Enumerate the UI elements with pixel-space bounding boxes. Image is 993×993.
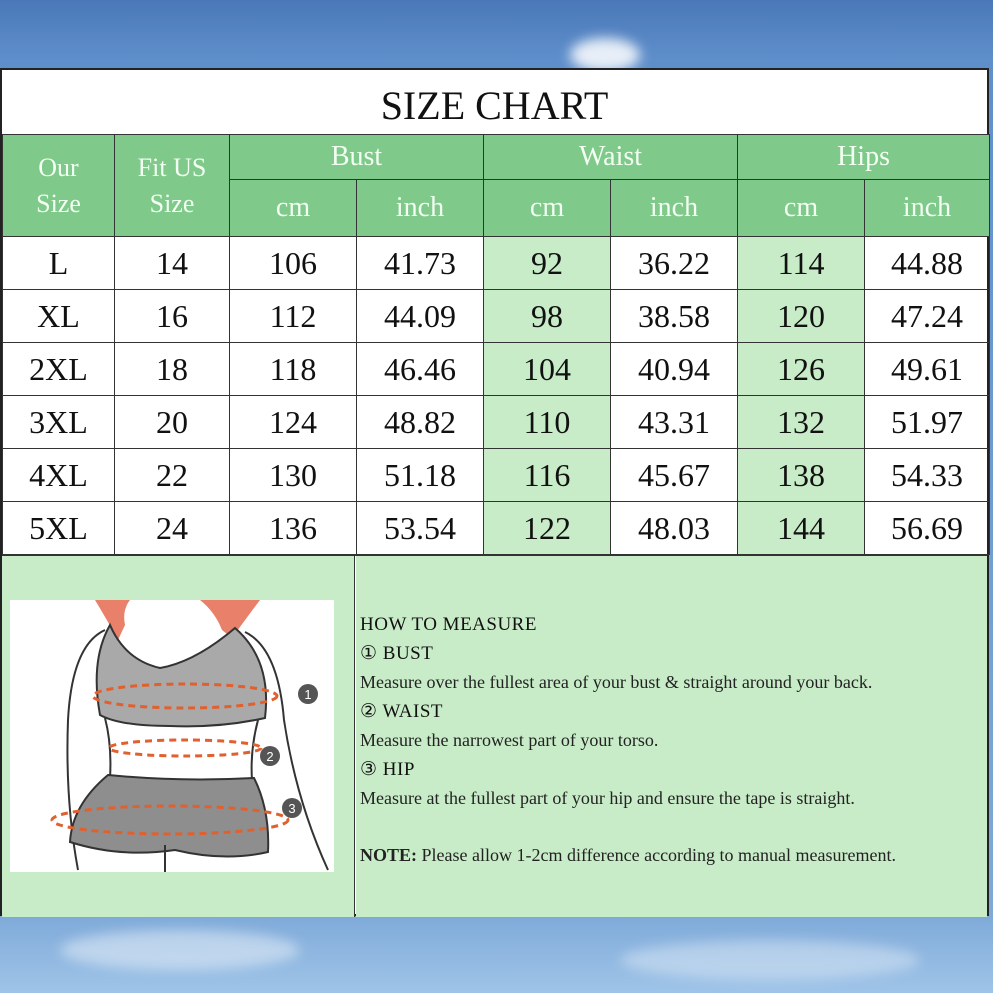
cell-waist-cm: 116 [484,449,611,502]
cell-bust-cm: 118 [230,343,357,396]
header-unit-bust-inch: inch [357,180,484,237]
cell-waist-cm: 98 [484,290,611,343]
waist-measure-line [109,740,261,756]
header-our-size-line2: Size [36,188,81,218]
table-row [3,290,990,343]
header-unit-hips-inch: inch [865,180,990,237]
header-row-groups [3,135,990,180]
cell-waist-inch: 43.31 [611,396,738,449]
cell-waist-inch: 40.94 [611,343,738,396]
marker-1 [298,684,318,704]
header-unit-bust-cm: cm [230,180,357,237]
note-line [360,841,980,870]
bust-instruction: Measure over the fullest area of your bust & straight around your back. [360,672,873,692]
cell-bust-inch: 53.54 [357,502,484,555]
sky-cloud [620,940,920,980]
note-label: NOTE: [360,845,418,865]
hip-label: ③ HIP [360,759,415,780]
cell-our-size: 4XL [3,449,115,502]
cell-our-size: XL [3,290,115,343]
cell-waist-inch: 45.67 [611,449,738,502]
cell-hips-cm: 144 [738,502,865,555]
header-fit-us-line2: Size [149,188,195,218]
marker-2 [260,746,280,766]
cell-us-size: 18 [115,343,230,396]
how-to-measure-heading: HOW TO MEASURE [360,614,537,635]
size-table [2,134,990,555]
cell-waist-cm: 122 [484,502,611,555]
header-waist: Waist [484,135,738,180]
waist-instruction: Measure the narrowest part of your torso. [360,730,659,750]
cell-us-size: 24 [115,502,230,555]
cell-hips-inch: 51.97 [865,396,990,449]
cell-bust-inch: 46.46 [357,343,484,396]
sky-cloud [60,930,300,970]
cell-waist-cm: 110 [484,396,611,449]
cell-bust-cm: 124 [230,396,357,449]
cell-hips-cm: 120 [738,290,865,343]
cell-hips-cm: 114 [738,237,865,290]
header-unit-waist-inch: inch [611,180,738,237]
cell-hips-inch: 54.33 [865,449,990,502]
header-unit-waist-cm: cm [484,180,611,237]
waist-label: ② WAIST [360,701,443,722]
marker-1-label: 1 [304,687,312,702]
cell-our-size: 2XL [3,343,115,396]
header-bust: Bust [230,135,484,180]
sky-cloud [570,38,640,72]
table-row [3,343,990,396]
cell-bust-cm: 106 [230,237,357,290]
cell-waist-cm: 92 [484,237,611,290]
cell-waist-inch: 36.22 [611,237,738,290]
marker-2-label: 2 [266,749,274,764]
header-our-size [3,135,115,237]
table-row [3,396,990,449]
figure-panel [2,556,355,917]
header-fit-us-line1: Fit US [137,152,207,182]
table-row [3,449,990,502]
cell-bust-cm: 112 [230,290,357,343]
shorts-shape [70,775,268,857]
cell-bust-inch: 41.73 [357,237,484,290]
sports-bra-shape [97,625,266,726]
cell-hips-cm: 126 [738,343,865,396]
table-row [3,502,990,555]
cell-bust-cm: 130 [230,449,357,502]
cell-bust-inch: 44.09 [357,290,484,343]
bust-label: ① BUST [360,643,434,664]
cell-waist-inch: 38.58 [611,290,738,343]
marker-3-label: 3 [288,801,296,816]
note-text: Please allow 1-2cm difference according to manual measurement. [417,845,896,865]
cell-us-size: 22 [115,449,230,502]
cell-bust-inch: 51.18 [357,449,484,502]
header-unit-hips-cm: cm [738,180,865,237]
header-fit-us-size [115,135,230,237]
cell-hips-cm: 132 [738,396,865,449]
body-figure-illustration [10,600,334,872]
cell-our-size: 3XL [3,396,115,449]
cell-bust-cm: 136 [230,502,357,555]
cell-waist-inch: 48.03 [611,502,738,555]
instructions-panel [356,556,987,917]
cell-hips-inch: 49.61 [865,343,990,396]
measure-section [2,555,987,916]
hip-instruction: Measure at the fullest part of your hip and ensure the tape is straight. [360,788,855,808]
table-row [3,237,990,290]
cell-bust-inch: 48.82 [357,396,484,449]
cell-us-size: 16 [115,290,230,343]
chart-title: SIZE CHART [2,70,987,136]
header-our-size-line1: Our [38,152,79,182]
cell-hips-inch: 56.69 [865,502,990,555]
marker-3 [282,798,302,818]
header-hips: Hips [738,135,990,180]
instructions-text [360,610,980,870]
size-chart-sheet [0,68,989,916]
cell-hips-inch: 47.24 [865,290,990,343]
cell-waist-cm: 104 [484,343,611,396]
cell-us-size: 20 [115,396,230,449]
torso-outline [105,718,110,778]
cell-us-size: 14 [115,237,230,290]
cell-hips-cm: 138 [738,449,865,502]
measurement-figure [10,600,334,872]
cell-our-size: 5XL [3,502,115,555]
cell-hips-inch: 44.88 [865,237,990,290]
cell-our-size: L [3,237,115,290]
